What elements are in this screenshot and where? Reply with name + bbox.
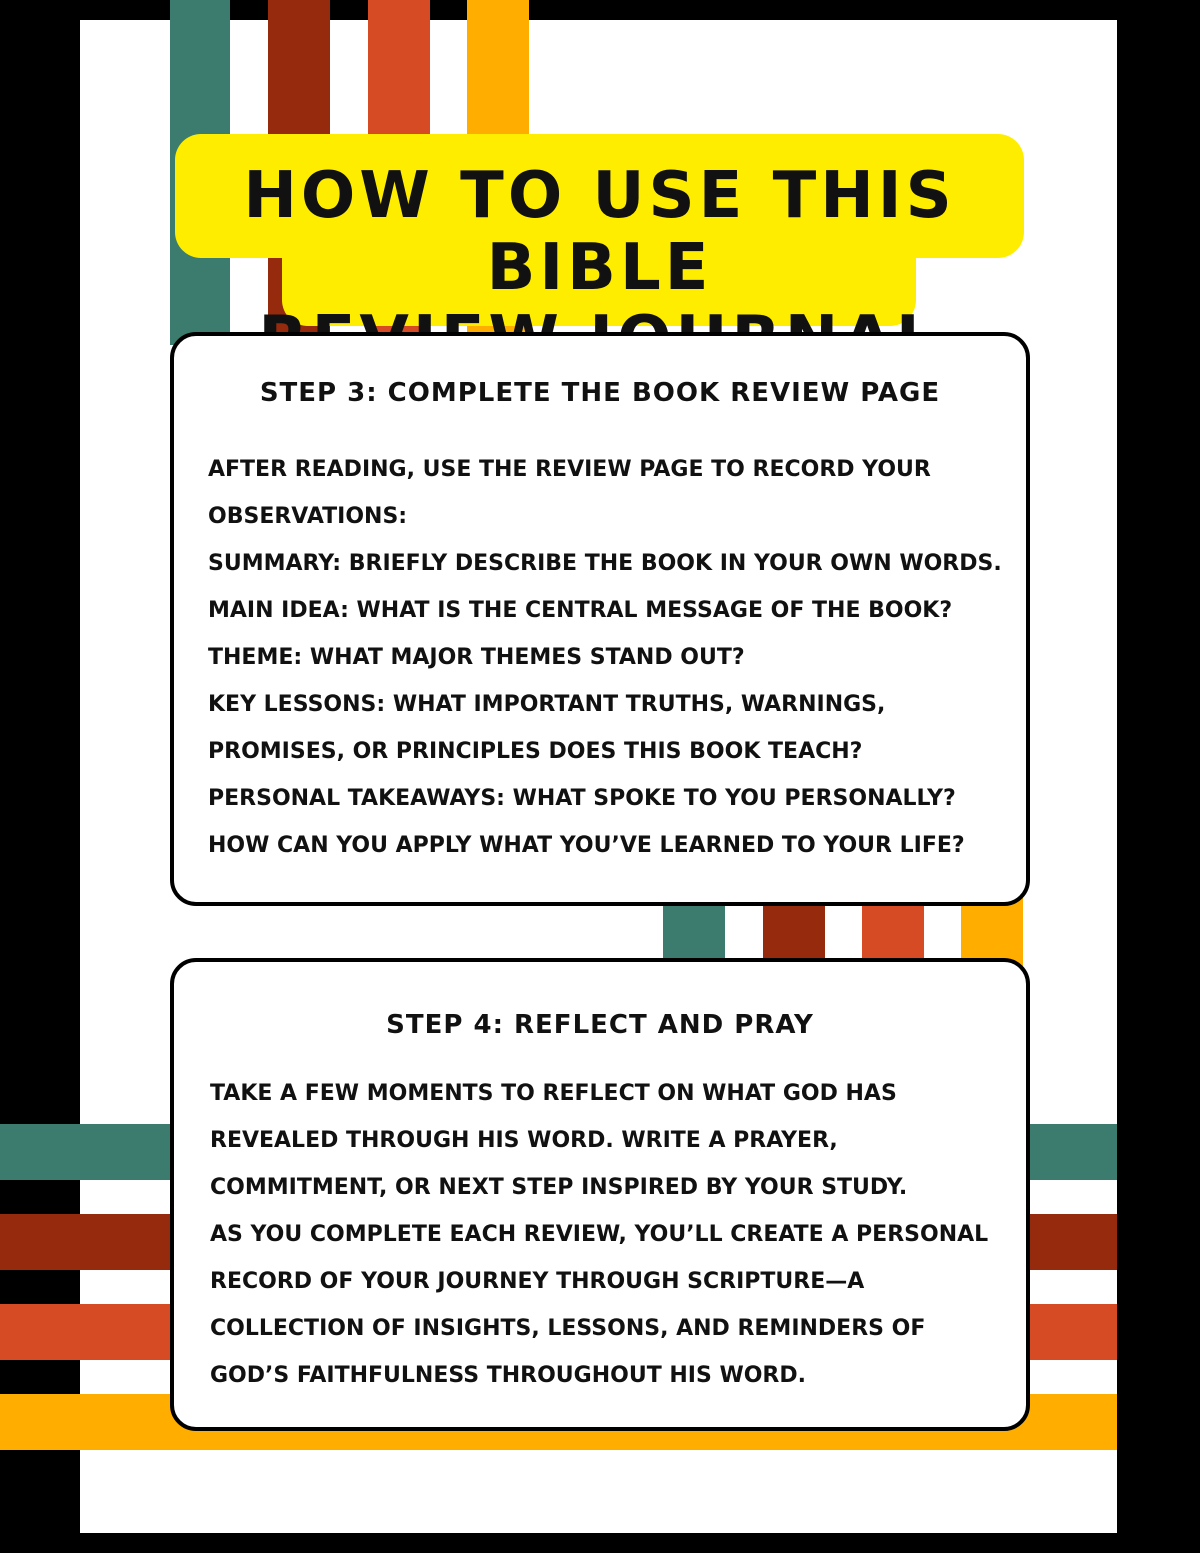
page-title-line-1: HOW TO USE THIS BIBLE (243, 159, 956, 305)
step-3-heading: STEP 3: COMPLETE THE BOOK REVIEW PAGE (259, 378, 941, 408)
step-3-line: MAIN IDEA: WHAT IS THE CENTRAL MESSAGE OF THE BOOK? (208, 598, 953, 623)
step-4-line: GOD’S FAITHFULNESS THROUGHOUT HIS WORD. (210, 1363, 806, 1388)
step-4-line: TAKE A FEW MOMENTS TO REFLECT ON WHAT GOD HAS (210, 1081, 897, 1106)
step-3-body (208, 446, 1002, 869)
step-4-body (210, 1070, 988, 1399)
step-4-line: AS YOU COMPLETE EACH REVIEW, YOU’LL CREATE A PERSONAL (210, 1222, 989, 1247)
step-4-card (170, 958, 1030, 1431)
step-4-line: COLLECTION OF INSIGHTS, LESSONS, AND REMINDERS OF (210, 1316, 926, 1341)
step-3-line: PROMISES, OR PRINCIPLES DOES THIS BOOK TEACH? (208, 739, 863, 764)
step-3-line: SUMMARY: BRIEFLY DESCRIBE THE BOOK IN YOUR OWN WORDS. (208, 551, 1002, 576)
step-3-line: THEME: WHAT MAJOR THEMES STAND OUT? (208, 645, 745, 670)
step-4-line: COMMITMENT, OR NEXT STEP INSPIRED BY YOUR STUDY. (210, 1175, 908, 1200)
step-3-card (170, 332, 1030, 906)
step-3-line: HOW CAN YOU APPLY WHAT YOU’VE LEARNED TO YOUR LIFE? (208, 833, 965, 858)
step-4-line: RECORD OF YOUR JOURNEY THROUGH SCRIPTURE—A (210, 1269, 865, 1294)
step-4-heading: STEP 4: REFLECT AND PRAY (386, 1010, 814, 1040)
step-4-line: REVEALED THROUGH HIS WORD. WRITE A PRAYER, (210, 1128, 838, 1153)
step-3-line: PERSONAL TAKEAWAYS: WHAT SPOKE TO YOU PERSONALLY? (208, 786, 956, 811)
step-3-line: AFTER READING, USE THE REVIEW PAGE TO RECORD YOUR (208, 457, 931, 482)
step-3-line: KEY LESSONS: WHAT IMPORTANT TRUTHS, WARNINGS, (208, 692, 886, 717)
step-3-line: OBSERVATIONS: (208, 504, 408, 529)
